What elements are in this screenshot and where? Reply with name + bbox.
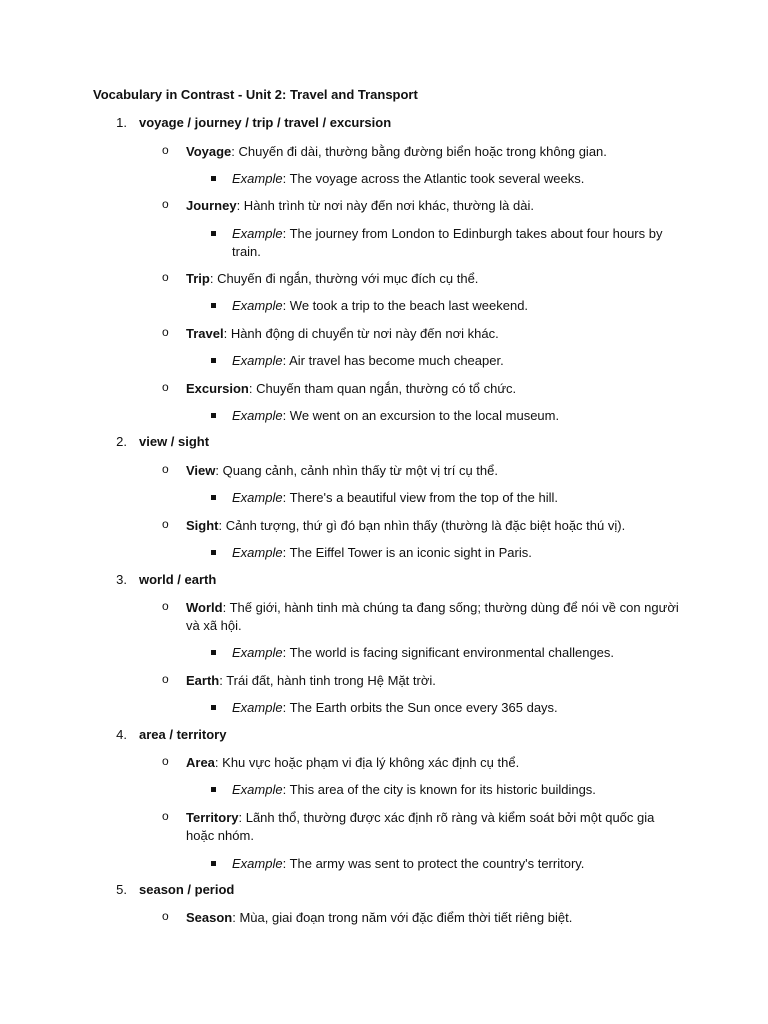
example-label: Example xyxy=(232,856,283,871)
example xyxy=(232,699,672,717)
example-label: Example xyxy=(232,645,283,660)
square-bullet-icon xyxy=(211,550,216,555)
example-text: : The Eiffel Tower is an iconic sight in Paris. xyxy=(282,545,532,560)
term: Season xyxy=(186,910,233,925)
term: Earth xyxy=(186,673,220,688)
section-number: 2. xyxy=(116,434,127,449)
page-title: Vocabulary in Contrast - Unit 2: Travel and Transport xyxy=(93,87,418,102)
circle-bullet-icon: o xyxy=(162,380,169,394)
circle-bullet-icon: o xyxy=(162,754,169,768)
circle-bullet-icon: o xyxy=(162,270,169,284)
example-text: : The world is facing significant environmental challenges. xyxy=(282,645,615,660)
definition xyxy=(186,909,681,927)
term: Travel xyxy=(186,326,224,341)
definition xyxy=(186,462,681,480)
circle-bullet-icon: o xyxy=(162,672,169,686)
example-label: Example xyxy=(232,171,283,186)
circle-bullet-icon: o xyxy=(162,517,169,531)
circle-bullet-icon: o xyxy=(162,143,169,157)
term: Excursion xyxy=(186,381,249,396)
example-text: : We took a trip to the beach last weekend. xyxy=(282,298,529,313)
term: Trip xyxy=(186,271,210,286)
circle-bullet-icon: o xyxy=(162,909,169,923)
example-text: : The journey from London to Edinburgh takes about four hours by train. xyxy=(232,226,663,259)
definition-text: : Lãnh thổ, thường được xác định rõ ràng và kiểm soát bởi một quốc gia hoặc nhóm. xyxy=(186,810,655,843)
circle-bullet-icon: o xyxy=(162,809,169,823)
example-text: : This area of the city is known for its historic buildings. xyxy=(282,782,596,797)
example xyxy=(232,489,672,507)
section-heading: area / territory xyxy=(139,727,227,742)
circle-bullet-icon: o xyxy=(162,197,169,211)
section-number: 4. xyxy=(116,727,127,742)
section-number: 3. xyxy=(116,572,127,587)
term: Sight xyxy=(186,518,219,533)
definition-text: : Hành động di chuyển từ nơi này đến nơi khác. xyxy=(223,326,499,341)
definition xyxy=(186,270,681,288)
circle-bullet-icon: o xyxy=(162,462,169,476)
example xyxy=(232,352,672,370)
definition-text: : Khu vực hoặc phạm vi địa lý không xác định cụ thể. xyxy=(214,755,520,770)
example-text: : Air travel has become much cheaper. xyxy=(282,353,504,368)
square-bullet-icon xyxy=(211,358,216,363)
term: Journey xyxy=(186,198,237,213)
definition xyxy=(186,380,681,398)
example xyxy=(232,544,672,562)
definition xyxy=(186,754,681,772)
example-label: Example xyxy=(232,226,283,241)
definition xyxy=(186,325,681,343)
example xyxy=(232,407,672,425)
definition-text: : Trái đất, hành tinh trong Hệ Mặt trời. xyxy=(219,673,436,688)
example xyxy=(232,170,672,188)
term: World xyxy=(186,600,223,615)
definition-text: : Cảnh tượng, thứ gì đó bạn nhìn thấy (thường là đặc biệt hoặc thú vị). xyxy=(218,518,626,533)
example-label: Example xyxy=(232,408,283,423)
section-heading: view / sight xyxy=(139,434,210,449)
definition-text: : Thế giới, hành tinh mà chúng ta đang sống; thường dùng để nói về con người và xã hội. xyxy=(186,600,679,633)
example-label: Example xyxy=(232,298,283,313)
square-bullet-icon xyxy=(211,303,216,308)
definition-text: : Hành trình từ nơi này đến nơi khác, thường là dài. xyxy=(236,198,534,213)
definition-text: : Chuyến đi ngắn, thường với mục đích cụ thể. xyxy=(209,271,479,286)
section-heading: voyage / journey / trip / travel / excursion xyxy=(139,115,392,130)
square-bullet-icon xyxy=(211,231,216,236)
definition-text: : Chuyến tham quan ngắn, thường có tổ chức. xyxy=(248,381,517,396)
definition-text: : Mùa, giai đoạn trong năm với đặc điểm thời tiết riêng biệt. xyxy=(232,910,573,925)
circle-bullet-icon: o xyxy=(162,325,169,339)
section-heading: world / earth xyxy=(139,572,217,587)
example-label: Example xyxy=(232,545,283,560)
square-bullet-icon xyxy=(211,176,216,181)
definition xyxy=(186,197,681,215)
example xyxy=(232,781,672,799)
example xyxy=(232,644,672,662)
section-number: 1. xyxy=(116,115,127,130)
example-text: : The voyage across the Atlantic took several weeks. xyxy=(282,171,585,186)
square-bullet-icon xyxy=(211,413,216,418)
square-bullet-icon xyxy=(211,787,216,792)
definition xyxy=(186,143,681,161)
example-text: : There's a beautiful view from the top of the hill. xyxy=(282,490,558,505)
example xyxy=(232,855,672,873)
square-bullet-icon xyxy=(211,650,216,655)
term: View xyxy=(186,463,216,478)
example-text: : We went on an excursion to the local museum. xyxy=(282,408,560,423)
circle-bullet-icon: o xyxy=(162,599,169,613)
section-number: 5. xyxy=(116,882,127,897)
example-label: Example xyxy=(232,490,283,505)
definition xyxy=(186,599,681,635)
example-label: Example xyxy=(232,782,283,797)
square-bullet-icon xyxy=(211,861,216,866)
definition xyxy=(186,517,681,535)
definition xyxy=(186,672,681,690)
term: Area xyxy=(186,755,215,770)
square-bullet-icon xyxy=(211,705,216,710)
term: Voyage xyxy=(186,144,232,159)
definition xyxy=(186,809,681,845)
example-text: : The army was sent to protect the country's territory. xyxy=(282,856,585,871)
example-text: : The Earth orbits the Sun once every 365 days. xyxy=(282,700,558,715)
definition-text: : Quang cảnh, cảnh nhìn thấy từ một vị trí cụ thể. xyxy=(215,463,498,478)
example xyxy=(232,225,672,261)
term: Territory xyxy=(186,810,239,825)
example-label: Example xyxy=(232,353,283,368)
square-bullet-icon xyxy=(211,495,216,500)
section-heading: season / period xyxy=(139,882,235,897)
definition-text: : Chuyến đi dài, thường bằng đường biển hoặc trong không gian. xyxy=(231,144,607,159)
example-label: Example xyxy=(232,700,283,715)
example xyxy=(232,297,672,315)
